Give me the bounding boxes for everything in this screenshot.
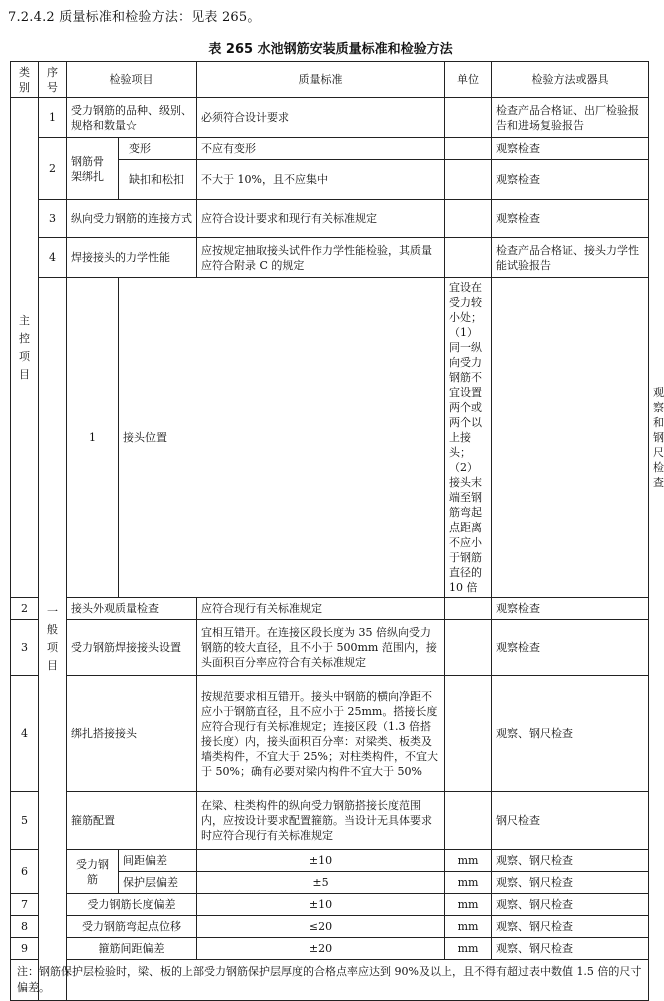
row-no: 3 xyxy=(11,620,39,676)
row-unit xyxy=(445,200,492,238)
table-note: 注：钢筋保护层检验时，梁、板的上部受力钢筋保护层厚度的合格点率应达到 90%及以上，且不得有超过表中数值 1.5 倍的尺寸偏差。 xyxy=(11,960,649,1001)
table-row xyxy=(11,238,649,278)
row-standard: ±10 xyxy=(197,894,445,916)
quality-standard-table xyxy=(10,61,664,1001)
row-no: 6 xyxy=(11,850,39,894)
row-method: 检查产品合格证、接头力学性能试验报告 xyxy=(492,238,649,278)
row-standard: ±5 xyxy=(197,872,445,894)
row-unit xyxy=(445,138,492,160)
row-method: 观察检查 xyxy=(492,200,649,238)
row-unit: mm xyxy=(445,938,492,960)
row-item: 受力钢筋 xyxy=(67,850,119,894)
row-item: 受力钢筋长度偏差 xyxy=(67,894,197,916)
row-no: 2 xyxy=(11,598,39,620)
table-row xyxy=(11,620,649,676)
header-no: 序号 xyxy=(39,62,67,98)
row-no: 2 xyxy=(39,138,67,200)
row-method: 观察检查 xyxy=(492,598,649,620)
row-unit: mm xyxy=(445,872,492,894)
header-category: 类别 xyxy=(11,62,39,98)
row-subitem: 变形 xyxy=(119,138,197,160)
header-item: 检验项目 xyxy=(67,62,197,98)
row-no: 3 xyxy=(39,200,67,238)
row-item: 接头位置 xyxy=(119,278,445,598)
table-row: 一般项目 1 接头位置 宜设在受力较小处； （1）同一纵向受力钢筋不宜设置两个或两个以上接头； （2）接头末端至钢筋弯起点距离不应小于钢筋直径的 10 倍 观察和钢尺检查 xyxy=(11,278,649,598)
section-heading: 7.2.4.2 质量标准和检验方法：见表 265。 xyxy=(8,10,261,25)
row-subitem: 缺扣和松扣 xyxy=(119,160,197,200)
row-no: 1 xyxy=(39,98,67,138)
table-caption: 表 265 水池钢筋安装质量标准和检验方法 xyxy=(208,42,453,57)
row-standard: 不大于 10%，且不应集中 xyxy=(197,160,445,200)
row-standard: 按规范要求相互错开。接头中钢筋的横向净距不应小于钢筋直径，且不应小于 25mm。搭接长度应符合现行有关标准规定；连接区段（1.3 倍搭接长度）内，接头面积百分率：对梁类、板类及墙类构件，不宜大于 25%；对柱类构件，不宜大于 50%；确有必要对梁内构件不宜大于 50% xyxy=(197,676,445,792)
row-unit xyxy=(445,598,492,620)
standard-line: 宜设在受力较小处； xyxy=(449,281,482,324)
row-standard: ±10 xyxy=(197,850,445,872)
row-no: 8 xyxy=(11,916,39,938)
row-unit: mm xyxy=(445,894,492,916)
row-item: 接头外观质量检查 xyxy=(67,598,197,620)
row-standard: ±20 xyxy=(197,938,445,960)
row-no: 4 xyxy=(11,676,39,792)
row-item: 受力钢筋的品种、级别、规格和数量☆ xyxy=(67,98,197,138)
row-unit xyxy=(445,160,492,200)
header-standard: 质量标准 xyxy=(197,62,445,98)
row-no: 1 xyxy=(67,278,119,598)
header-row xyxy=(11,62,649,98)
row-item: 绑扎搭接接头 xyxy=(67,676,197,792)
category-main-control: 主控项目 xyxy=(11,98,39,598)
row-subitem: 间距偏差 xyxy=(119,850,197,872)
row-standard: 在梁、柱类构件的纵向受力钢筋搭接长度范围内，应按设计要求配置箍筋。当设计无具体要求时应符合现行有关标准规定 xyxy=(197,792,445,850)
row-standard: 必须符合设计要求 xyxy=(197,98,445,138)
row-standard: ≤20 xyxy=(197,916,445,938)
table-row xyxy=(11,598,649,620)
header-unit: 单位 xyxy=(445,62,492,98)
row-method: 观察、钢尺检查 xyxy=(492,676,649,792)
row-method: 检查产品合格证、出厂检验报告和进场复验报告 xyxy=(492,98,649,138)
category-general: 一般项目 xyxy=(39,278,67,1001)
row-subitem: 保护层偏差 xyxy=(119,872,197,894)
row-method: 观察、钢尺检查 xyxy=(492,938,649,960)
row-method: 观察、钢尺检查 xyxy=(492,894,649,916)
row-method: 钢尺检查 xyxy=(492,792,649,850)
table-row xyxy=(11,916,649,938)
row-method: 观察检查 xyxy=(492,138,649,160)
row-unit xyxy=(445,792,492,850)
row-unit xyxy=(445,98,492,138)
row-item: 箍筋配置 xyxy=(67,792,197,850)
row-standard: 应按规定抽取接头试件作力学性能检验，其质量应符合附录 C 的规定 xyxy=(197,238,445,278)
row-no: 9 xyxy=(11,938,39,960)
row-no: 4 xyxy=(39,238,67,278)
table-row xyxy=(11,792,649,850)
row-standard: 应符合现行有关标准规定 xyxy=(197,598,445,620)
row-method: 观察、钢尺检查 xyxy=(492,916,649,938)
row-item: 钢筋骨架绑扎 xyxy=(67,138,119,200)
row-method: 观察、钢尺检查 xyxy=(492,872,649,894)
row-unit xyxy=(445,676,492,792)
standard-line: （2）接头末端至钢筋弯起点距离不应小于钢筋直径的 10 倍 xyxy=(449,461,482,594)
row-method: 观察检查 xyxy=(492,160,649,200)
header-method: 检验方法或器具 xyxy=(492,62,649,98)
table-row xyxy=(11,138,649,160)
row-method: 观察检查 xyxy=(492,620,649,676)
table-row xyxy=(11,676,649,792)
row-item: 受力钢筋弯起点位移 xyxy=(67,916,197,938)
row-unit xyxy=(492,278,649,598)
row-method: 观察、钢尺检查 xyxy=(492,850,649,872)
row-item: 焊接接头的力学性能 xyxy=(67,238,197,278)
row-item: 纵向受力钢筋的连接方式 xyxy=(67,200,197,238)
table-row xyxy=(11,894,649,916)
table-row xyxy=(11,938,649,960)
table-row xyxy=(11,850,649,872)
row-unit xyxy=(445,238,492,278)
table-row xyxy=(11,200,649,238)
row-standard: 应符合设计要求和现行有关标准规定 xyxy=(197,200,445,238)
row-standard: 不应有变形 xyxy=(197,138,445,160)
row-standard xyxy=(445,278,492,598)
row-unit xyxy=(445,620,492,676)
row-standard: 宜相互错开。在连接区段长度为 35 倍纵向受力钢筋的较大直径，且不小于 500mm 范围内，接头面积百分率应符合有关标准规定 xyxy=(197,620,445,676)
row-no: 7 xyxy=(11,894,39,916)
row-unit: mm xyxy=(445,916,492,938)
row-unit: mm xyxy=(445,850,492,872)
row-item: 受力钢筋焊接接头设置 xyxy=(67,620,197,676)
row-item: 箍筋间距偏差 xyxy=(67,938,197,960)
table-note-row xyxy=(11,960,649,1001)
standard-line: （1）同一纵向受力钢筋不宜设置两个或两个以上接头； xyxy=(449,326,482,459)
row-no: 5 xyxy=(11,792,39,850)
table-row xyxy=(11,98,649,138)
